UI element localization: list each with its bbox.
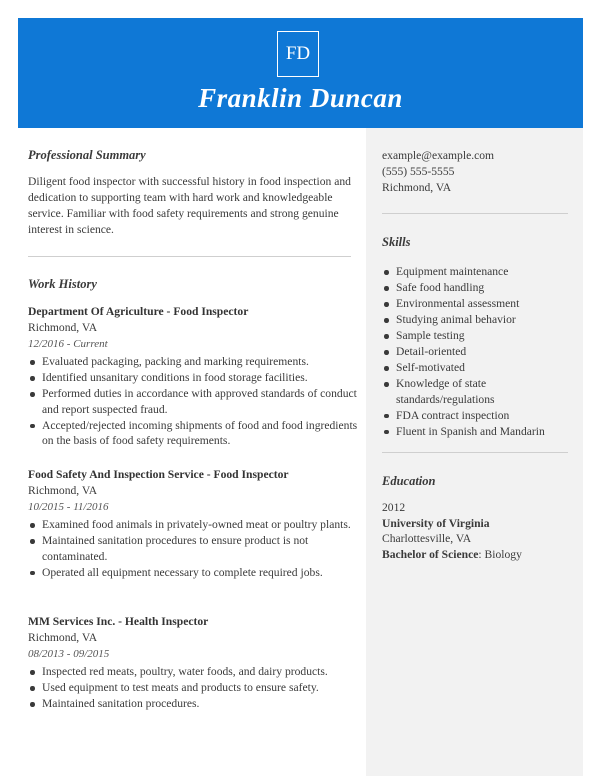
skill-item: Knowledge of state standards/regulations	[382, 376, 572, 407]
contact-email: example@example.com	[382, 149, 495, 162]
job-bullet: Evaluated packaging, packing and marking requirements.	[28, 354, 358, 370]
education-block	[382, 500, 572, 562]
skills-list	[382, 264, 572, 439]
skills-heading: Skills	[382, 235, 411, 249]
monogram-badge: FD	[277, 31, 319, 77]
contact-location: Richmond, VA	[382, 181, 452, 194]
divider	[382, 213, 568, 214]
skill-item: Self-motivated	[382, 360, 572, 376]
job-title: MM Services Inc. - Health Inspector	[28, 615, 209, 628]
skill-item: Safe food handling	[382, 280, 572, 296]
education-degree-line	[382, 547, 572, 563]
summary-text: Diligent food inspector with successful history in food inspection and dedication to supporting team with hard work and knowledgeable service. Familiar with food safety requirements and strong genuine interest in science.	[28, 175, 351, 236]
contact-block	[382, 148, 572, 196]
job-dates: 08/2013 - 09/2015	[28, 648, 110, 660]
job-title: Department Of Agriculture - Food Inspector	[28, 305, 249, 318]
education-heading: Education	[382, 474, 436, 488]
education-location: Charlottesville, VA	[382, 532, 472, 545]
job-title: Food Safety And Inspection Service - Food Inspector	[28, 468, 289, 481]
skill-item: Detail-oriented	[382, 344, 572, 360]
job-entry-2	[28, 467, 358, 581]
job-bullet: Inspected red meats, poultry, water foods, and dairy products.	[28, 664, 358, 680]
education-field: : Biology	[478, 547, 522, 561]
job-bullet: Operated all equipment necessary to complete required jobs.	[28, 565, 358, 581]
divider	[382, 452, 568, 453]
job-entry-3	[28, 614, 358, 712]
job-dates: 12/2016 - Current	[28, 338, 108, 350]
job-location: Richmond, VA	[28, 631, 98, 644]
job-entry-1	[28, 304, 358, 449]
divider	[28, 256, 351, 257]
contact-phone: (555) 555-5555	[382, 165, 455, 178]
skill-item: Environmental assessment	[382, 296, 572, 312]
job-bullet: Maintained sanitation procedures.	[28, 696, 358, 712]
skill-item: Studying animal behavior	[382, 312, 572, 328]
job-bullet: Performed duties in accordance with approved standards of conduct and report suspected fraud.	[28, 386, 358, 417]
job-bullet: Identified unsanitary conditions in food storage facilities.	[28, 370, 358, 386]
education-school: University of Virginia	[382, 516, 490, 530]
skill-item: Equipment maintenance	[382, 264, 572, 280]
job-bullets	[28, 517, 358, 580]
job-bullet: Examined food animals in privately-owned meat or poultry plants.	[28, 517, 358, 533]
skill-item: Fluent in Spanish and Mandarin	[382, 424, 572, 440]
job-location: Richmond, VA	[28, 321, 98, 334]
skill-item: Sample testing	[382, 328, 572, 344]
candidate-name: Franklin Duncan	[198, 83, 403, 113]
job-location: Richmond, VA	[28, 484, 98, 497]
skill-item: FDA contract inspection	[382, 408, 572, 424]
job-bullet: Maintained sanitation procedures to ensure product is not contaminated.	[28, 533, 358, 564]
job-bullets	[28, 664, 358, 712]
job-bullet: Used equipment to test meats and products to ensure safety.	[28, 680, 358, 696]
work-history-heading: Work History	[28, 277, 97, 291]
job-dates: 10/2015 - 11/2016	[28, 501, 109, 513]
job-bullet: Accepted/rejected incoming shipments of food and food ingredients on the basis of food safety requirements.	[28, 418, 358, 449]
skills-block	[382, 262, 572, 440]
summary-heading: Professional Summary	[28, 148, 146, 162]
education-degree: Bachelor of Science	[382, 547, 479, 561]
education-year: 2012	[382, 501, 406, 514]
job-bullets	[28, 354, 358, 449]
